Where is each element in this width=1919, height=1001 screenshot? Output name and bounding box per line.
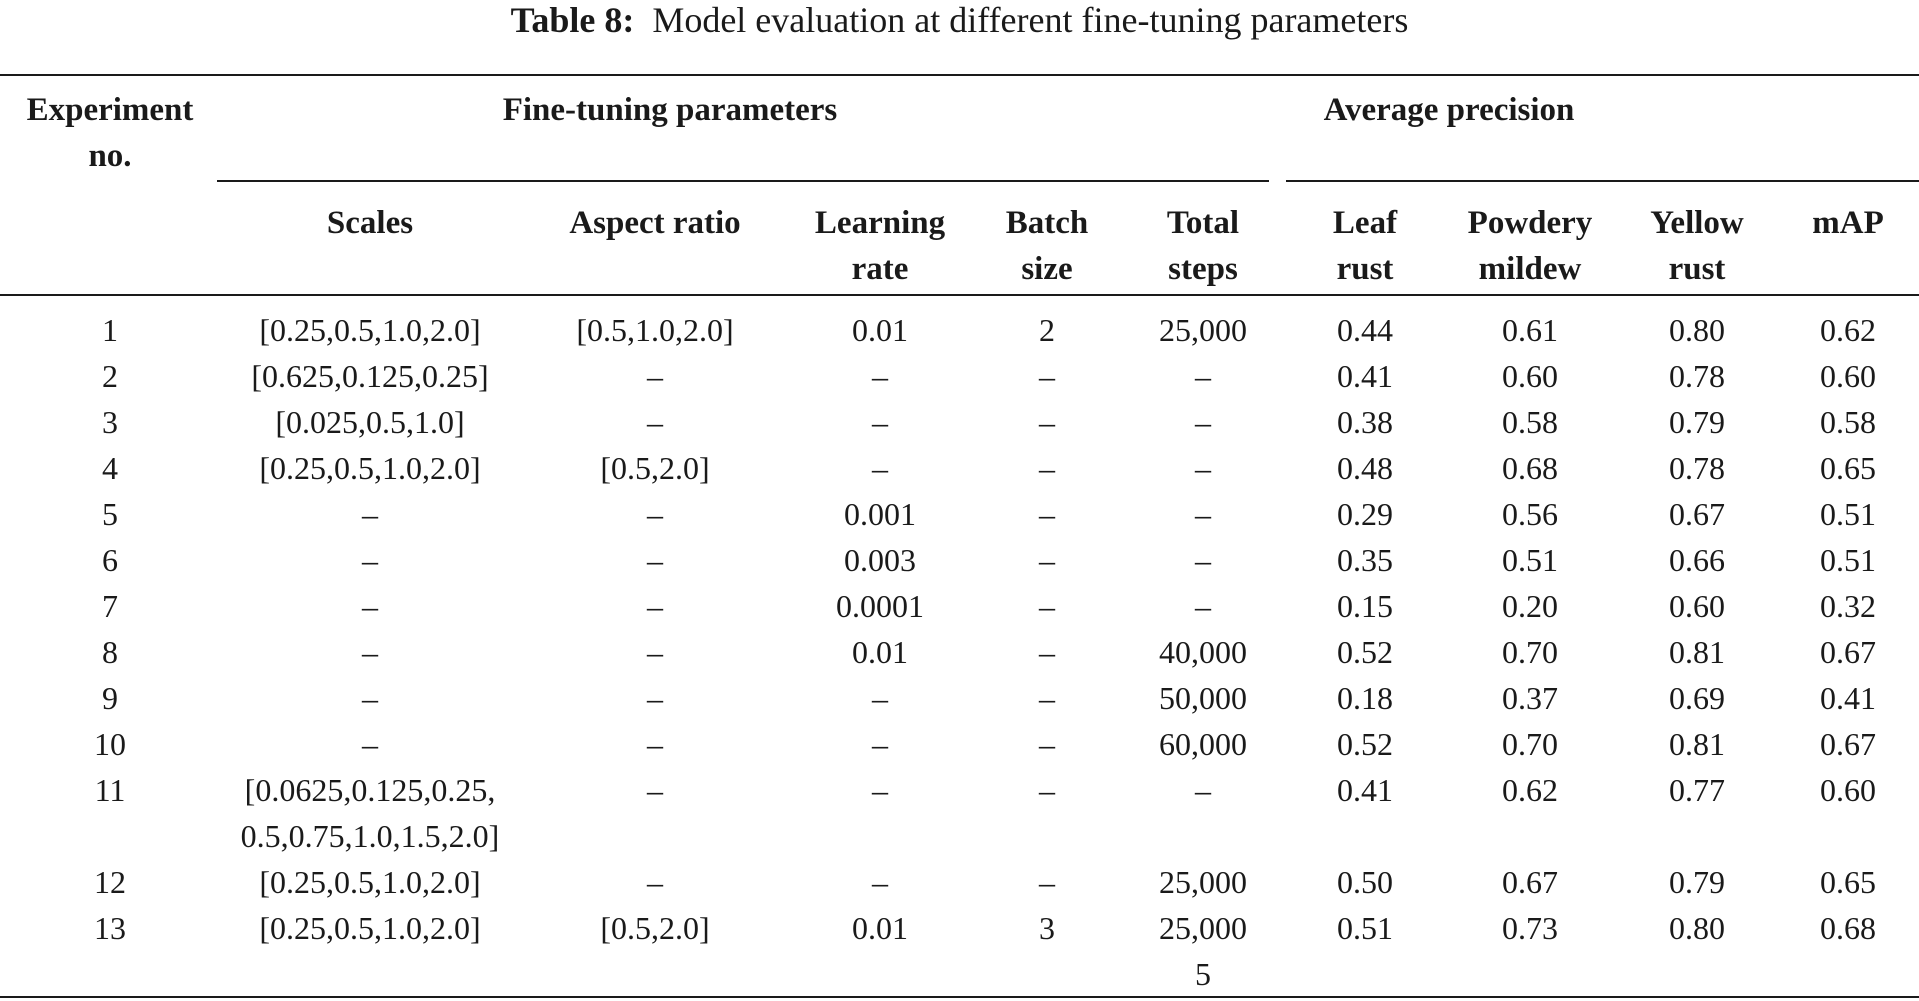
- table-cell-batch: 2: [1039, 312, 1055, 348]
- table-cell-batch: –: [1039, 772, 1055, 808]
- table-cell-batch: –: [1039, 588, 1055, 624]
- table-cell-powdery: 0.68: [1502, 450, 1558, 486]
- table-cell-scales: [0.25,0.5,1.0,2.0]: [259, 910, 481, 946]
- header-aspect-ratio: Aspect ratio: [569, 205, 741, 241]
- table-cell-yellow: 0.77: [1669, 772, 1725, 808]
- table-cell-lr: 0.001: [844, 496, 916, 532]
- table-cell-steps: –: [1195, 542, 1211, 578]
- table-cell-leaf: 0.41: [1337, 358, 1393, 394]
- table-cell-no: 9: [102, 680, 118, 716]
- table-cell-no: 10: [94, 726, 126, 762]
- table-cell-yellow: 0.81: [1669, 634, 1725, 670]
- table-cell-yellow: 0.79: [1669, 404, 1725, 440]
- table-cell-aspect: –: [647, 864, 663, 900]
- table-cell-scales: –: [362, 726, 378, 762]
- header-learning-rate: rate: [851, 251, 909, 287]
- table-cell-no: 6: [102, 542, 118, 578]
- table-cell-batch: –: [1039, 450, 1055, 486]
- table-cell-batch: 3: [1039, 910, 1055, 946]
- header-group-precision: Average precision: [1323, 92, 1575, 128]
- header-experiment-no: Experiment: [26, 92, 194, 128]
- header-total-steps: Total: [1166, 205, 1240, 241]
- table-cell-map: 0.32: [1820, 588, 1876, 624]
- table-cell-yellow: 0.79: [1669, 864, 1725, 900]
- table-cell-leaf: 0.52: [1337, 726, 1393, 762]
- top-rule: [0, 74, 1919, 76]
- header-batch-size: size: [1021, 251, 1073, 287]
- table-cell-lr: –: [872, 404, 888, 440]
- table-caption-label: Table 8:: [510, 0, 635, 40]
- table-cell-lr: 0.0001: [836, 588, 924, 624]
- table-cell-no: 4: [102, 450, 118, 486]
- table-cell-aspect: [0.5,2.0]: [600, 450, 710, 486]
- table-cell-powdery: 0.51: [1502, 542, 1558, 578]
- table-cell-yellow: 0.78: [1669, 358, 1725, 394]
- table-cell-map: 0.67: [1820, 726, 1876, 762]
- table-cell-no: 8: [102, 634, 118, 670]
- table-cell-powdery: 0.58: [1502, 404, 1558, 440]
- table-cell-steps: –: [1195, 450, 1211, 486]
- table-caption: [0, 0, 1919, 40]
- table-caption-text: Model evaluation at different fine-tuning parameters: [652, 0, 1409, 40]
- table-cell-lr: –: [872, 680, 888, 716]
- table-cell-leaf: 0.18: [1337, 680, 1393, 716]
- table-cell-aspect: –: [647, 588, 663, 624]
- table-cell-no: 12: [94, 864, 126, 900]
- header-scales: Scales: [326, 205, 414, 241]
- table-cell-steps: 25,000: [1159, 864, 1247, 900]
- table-cell-batch: –: [1039, 404, 1055, 440]
- table-cell-map: 0.58: [1820, 404, 1876, 440]
- header-powdery-mildew: mildew: [1478, 251, 1582, 287]
- table-cell-aspect: –: [647, 542, 663, 578]
- table-cell-leaf: 0.35: [1337, 542, 1393, 578]
- table-cell-leaf: 0.38: [1337, 404, 1393, 440]
- table-cell-map: 0.62: [1820, 312, 1876, 348]
- table-cell-powdery: 0.60: [1502, 358, 1558, 394]
- table-cell-lr: –: [872, 772, 888, 808]
- table-cell-batch: –: [1039, 496, 1055, 532]
- table-cell-powdery: 0.70: [1502, 726, 1558, 762]
- table-cell-leaf: 0.50: [1337, 864, 1393, 900]
- table-cell-no: 7: [102, 588, 118, 624]
- table-cell-powdery: 0.62: [1502, 772, 1558, 808]
- table-cell-no: 5: [102, 496, 118, 532]
- table-cell-yellow: 0.80: [1669, 312, 1725, 348]
- header-leaf-rust: rust: [1336, 251, 1394, 287]
- table-cell-map: 0.41: [1820, 680, 1876, 716]
- table-cell-scales: [0.25,0.5,1.0,2.0]: [259, 312, 481, 348]
- table-cell-scales: 0.5,0.75,1.0,1.5,2.0]: [240, 818, 500, 854]
- header-powdery-mildew: Powdery: [1467, 205, 1593, 241]
- table-cell-no: 3: [102, 404, 118, 440]
- table-cell-steps: –: [1195, 404, 1211, 440]
- table-cell-scales: [0.625,0.125,0.25]: [251, 358, 489, 394]
- table-cell-yellow: 0.81: [1669, 726, 1725, 762]
- table-cell-scales: –: [362, 542, 378, 578]
- table-cell-batch: –: [1039, 542, 1055, 578]
- table-cell-powdery: 0.20: [1502, 588, 1558, 624]
- table-cell-steps: 5: [1195, 956, 1211, 992]
- table-cell-steps: 40,000: [1159, 634, 1247, 670]
- header-learning-rate: Learning: [814, 205, 946, 241]
- table-cell-lr: –: [872, 358, 888, 394]
- table-cell-powdery: 0.61: [1502, 312, 1558, 348]
- table-cell-steps: 25,000: [1159, 910, 1247, 946]
- header-batch-size: Batch: [1005, 205, 1089, 241]
- table-cell-scales: [0.0625,0.125,0.25,: [244, 772, 496, 808]
- table-cell-powdery: 0.67: [1502, 864, 1558, 900]
- table-cell-no: 1: [102, 312, 118, 348]
- table-cell-powdery: 0.73: [1502, 910, 1558, 946]
- table-cell-aspect: [0.5,1.0,2.0]: [576, 312, 734, 348]
- table-cell-no: 2: [102, 358, 118, 394]
- table-cell-leaf: 0.44: [1337, 312, 1393, 348]
- table-cell-yellow: 0.80: [1669, 910, 1725, 946]
- table-cell-scales: –: [362, 634, 378, 670]
- table-cell-aspect: –: [647, 358, 663, 394]
- table-cell-scales: [0.25,0.5,1.0,2.0]: [259, 450, 481, 486]
- header-group-finetuning: Fine-tuning parameters: [502, 92, 838, 128]
- table-cell-yellow: 0.69: [1669, 680, 1725, 716]
- table-cell-aspect: –: [647, 680, 663, 716]
- table-cell-powdery: 0.37: [1502, 680, 1558, 716]
- table-cell-map: 0.65: [1820, 864, 1876, 900]
- table-cell-aspect: –: [647, 496, 663, 532]
- finetuning-group-rule: [217, 180, 1269, 182]
- table-cell-leaf: 0.51: [1337, 910, 1393, 946]
- table-cell-scales: [0.25,0.5,1.0,2.0]: [259, 864, 481, 900]
- table-cell-aspect: [0.5,2.0]: [600, 910, 710, 946]
- table-cell-batch: –: [1039, 634, 1055, 670]
- table-cell-steps: –: [1195, 358, 1211, 394]
- precision-group-rule: [1286, 180, 1919, 182]
- table-cell-lr: 0.003: [844, 542, 916, 578]
- table-cell-steps: –: [1195, 588, 1211, 624]
- table-cell-aspect: –: [647, 726, 663, 762]
- table-cell-aspect: –: [647, 772, 663, 808]
- table-cell-map: 0.60: [1820, 772, 1876, 808]
- table-cell-batch: –: [1039, 358, 1055, 394]
- table-cell-scales: –: [362, 496, 378, 532]
- table-cell-batch: –: [1039, 864, 1055, 900]
- header-map: mAP: [1812, 205, 1884, 241]
- table-cell-scales: –: [362, 588, 378, 624]
- table-cell-steps: 50,000: [1159, 680, 1247, 716]
- header-leaf-rust: Leaf: [1332, 205, 1398, 241]
- table-cell-batch: –: [1039, 680, 1055, 716]
- table-cell-yellow: 0.66: [1669, 542, 1725, 578]
- table-bottom-rule: [0, 996, 1919, 998]
- table-cell-lr: 0.01: [852, 910, 908, 946]
- table-cell-leaf: 0.52: [1337, 634, 1393, 670]
- header-yellow-rust: rust: [1668, 251, 1726, 287]
- table-cell-scales: –: [362, 680, 378, 716]
- table-cell-yellow: 0.78: [1669, 450, 1725, 486]
- table-cell-lr: –: [872, 450, 888, 486]
- table-cell-powdery: 0.70: [1502, 634, 1558, 670]
- table-cell-map: 0.51: [1820, 496, 1876, 532]
- header-experiment-no: no.: [88, 138, 132, 174]
- table-cell-map: 0.65: [1820, 450, 1876, 486]
- table-cell-map: 0.68: [1820, 910, 1876, 946]
- table-cell-no: 13: [94, 910, 126, 946]
- table-cell-steps: –: [1195, 772, 1211, 808]
- table-cell-map: 0.51: [1820, 542, 1876, 578]
- table-cell-map: 0.67: [1820, 634, 1876, 670]
- header-yellow-rust: Yellow: [1650, 205, 1744, 241]
- table-cell-lr: –: [872, 864, 888, 900]
- table-cell-lr: 0.01: [852, 634, 908, 670]
- table-cell-lr: 0.01: [852, 312, 908, 348]
- table-cell-map: 0.60: [1820, 358, 1876, 394]
- table-cell-powdery: 0.56: [1502, 496, 1558, 532]
- table-cell-aspect: –: [647, 404, 663, 440]
- table-cell-yellow: 0.60: [1669, 588, 1725, 624]
- table-cell-yellow: 0.67: [1669, 496, 1725, 532]
- header-total-steps: steps: [1168, 251, 1238, 287]
- table-cell-lr: –: [872, 726, 888, 762]
- table-cell-batch: –: [1039, 726, 1055, 762]
- table-cell-steps: 60,000: [1159, 726, 1247, 762]
- table-cell-leaf: 0.15: [1337, 588, 1393, 624]
- table-cell-leaf: 0.29: [1337, 496, 1393, 532]
- header-bottom-rule: [0, 294, 1919, 296]
- table-cell-steps: –: [1195, 496, 1211, 532]
- table-cell-no: 11: [94, 772, 126, 808]
- table-cell-steps: 25,000: [1159, 312, 1247, 348]
- table-cell-leaf: 0.41: [1337, 772, 1393, 808]
- table-cell-leaf: 0.48: [1337, 450, 1393, 486]
- table-cell-aspect: –: [647, 634, 663, 670]
- table-cell-scales: [0.025,0.5,1.0]: [275, 404, 465, 440]
